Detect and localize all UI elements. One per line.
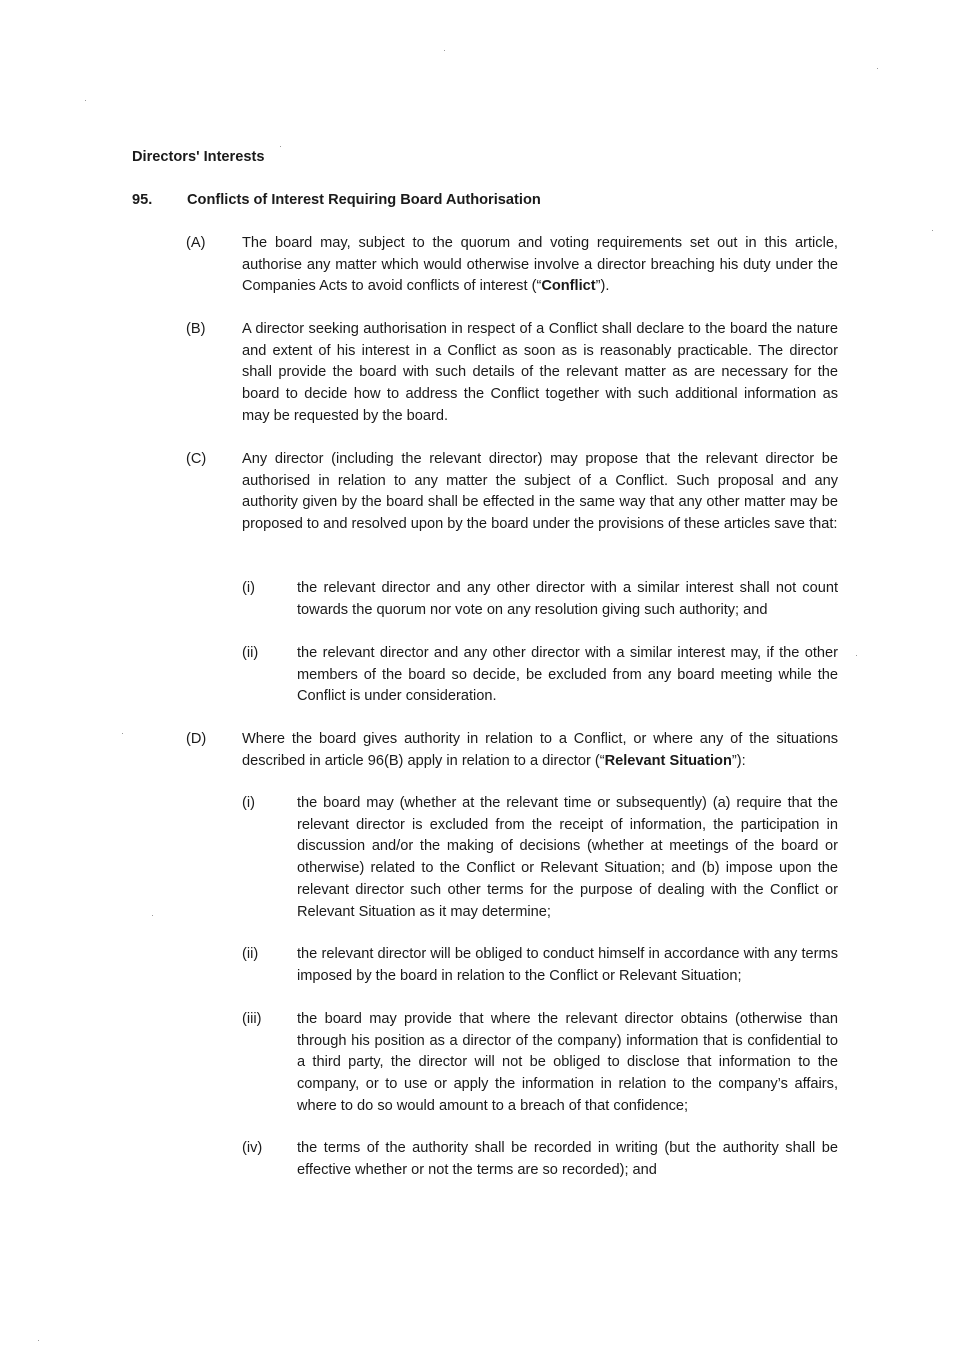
defined-term: Conflict [541, 278, 596, 295]
scan-speck [444, 50, 445, 51]
subparagraph-d-iv [242, 1138, 838, 1181]
subparagraph-label: (i) [242, 795, 255, 811]
defined-term: Relevant Situation [604, 752, 732, 769]
paragraph-label: (B) [186, 321, 206, 337]
subparagraph-text: the relevant director and any other director with a similar interest shall not count towards the quorum nor vote on any resolution giving such authority; and [297, 580, 838, 618]
scan-speck [122, 733, 123, 734]
paragraph-label: (D) [186, 731, 207, 747]
subparagraph-label: (iii) [242, 1011, 262, 1027]
text-run: Where the board gives authority in relation to a Conflict, or where any of the situations described in article 96(B) apply in relation to a director (“ [242, 731, 838, 769]
subparagraph-c-ii [242, 643, 838, 708]
scan-speck [932, 230, 933, 231]
subparagraph-text: the relevant director and any other director with a similar interest may, if the other members of the board so decide, be excluded from any board meeting while the Conflict is under consideration. [297, 645, 838, 705]
text-run: The board may, subject to the quorum and voting requirements set out in this article, authorise any matter which would otherwise involve a director breaching his duty under the Companies Acts to avoid conflicts of interest (“ [242, 235, 838, 295]
paragraph-d [186, 729, 838, 772]
paragraph-text [242, 729, 838, 772]
text-run: ”): [731, 752, 746, 769]
subparagraph-label: (ii) [242, 645, 259, 661]
paragraph-text [242, 233, 838, 298]
scan-speck [877, 68, 878, 69]
scan-speck [85, 100, 86, 101]
paragraph-text: A director seeking authorisation in respect of a Conflict shall declare to the board the nature and extent of his interest in a Conflict as soon as is reasonably practicable. The director shall provide the board with such details of the relevant matter as are necessary for the board to decide how to address the Conflict together with such additional information as may be requested by the board. [242, 321, 838, 424]
subparagraph-d-i [242, 793, 838, 923]
paragraph-label: (A) [186, 235, 206, 251]
subparagraph-text: the board may provide that where the relevant director obtains (otherwise than through his position as a director of the company) information that is confidential to a third party, the director will not be obliged to disclose that information to the company, or to use or apply the information in relation to the company’s affairs, where to do so would amount to a breach of that confidence; [297, 1011, 838, 1114]
subparagraph-text: the relevant director will be obliged to conduct himself in accordance with any terms imposed by the board in relation to the Conflict or Relevant Situation; [297, 946, 838, 984]
subparagraph-c-i [242, 578, 838, 621]
subparagraph-d-ii [242, 944, 838, 987]
paragraph-label: (C) [186, 451, 207, 467]
subparagraph-label: (iv) [242, 1140, 263, 1156]
scan-speck [152, 915, 153, 916]
subparagraph-text: the board may (whether at the relevant time or subsequently) (a) require that the relevant director is excluded from the receipt of information, the participation in discussion and/or the making of decisions (whether at meetings of the board or otherwise) related to the Conflict or Relevant Situation; and (b) impose upon the relevant director such other terms for the purpose of dealing with the Conflict or Relevant Situation as it may determine; [297, 795, 838, 920]
paragraph-b [186, 319, 838, 428]
article-heading [132, 190, 852, 212]
section-heading: Directors' Interests [132, 149, 265, 165]
scan-speck [280, 146, 281, 147]
paragraph-c [186, 449, 838, 536]
scan-speck [38, 1340, 39, 1341]
paragraph-text: Any director (including the relevant director) may propose that the relevant director be authorised in relation to any matter the subject of a Conflict. Such proposal and any authority given by the board shall be effected in the same way that any other matter may be proposed to and resolved upon by the board under the provisions of these articles save that: [242, 451, 838, 533]
paragraph-a [186, 233, 838, 298]
scan-speck [856, 655, 857, 656]
text-run: ”). [595, 278, 610, 295]
subparagraph-label: (ii) [242, 946, 259, 962]
article-title: Conflicts of Interest Requiring Board Authorisation [187, 192, 541, 208]
subparagraph-d-iii [242, 1009, 838, 1118]
article-number: 95. [132, 192, 153, 208]
subparagraph-text: the terms of the authority shall be recorded in writing (but the authority shall be effective whether or not the terms are so recorded); and [297, 1140, 838, 1178]
subparagraph-label: (i) [242, 580, 255, 596]
